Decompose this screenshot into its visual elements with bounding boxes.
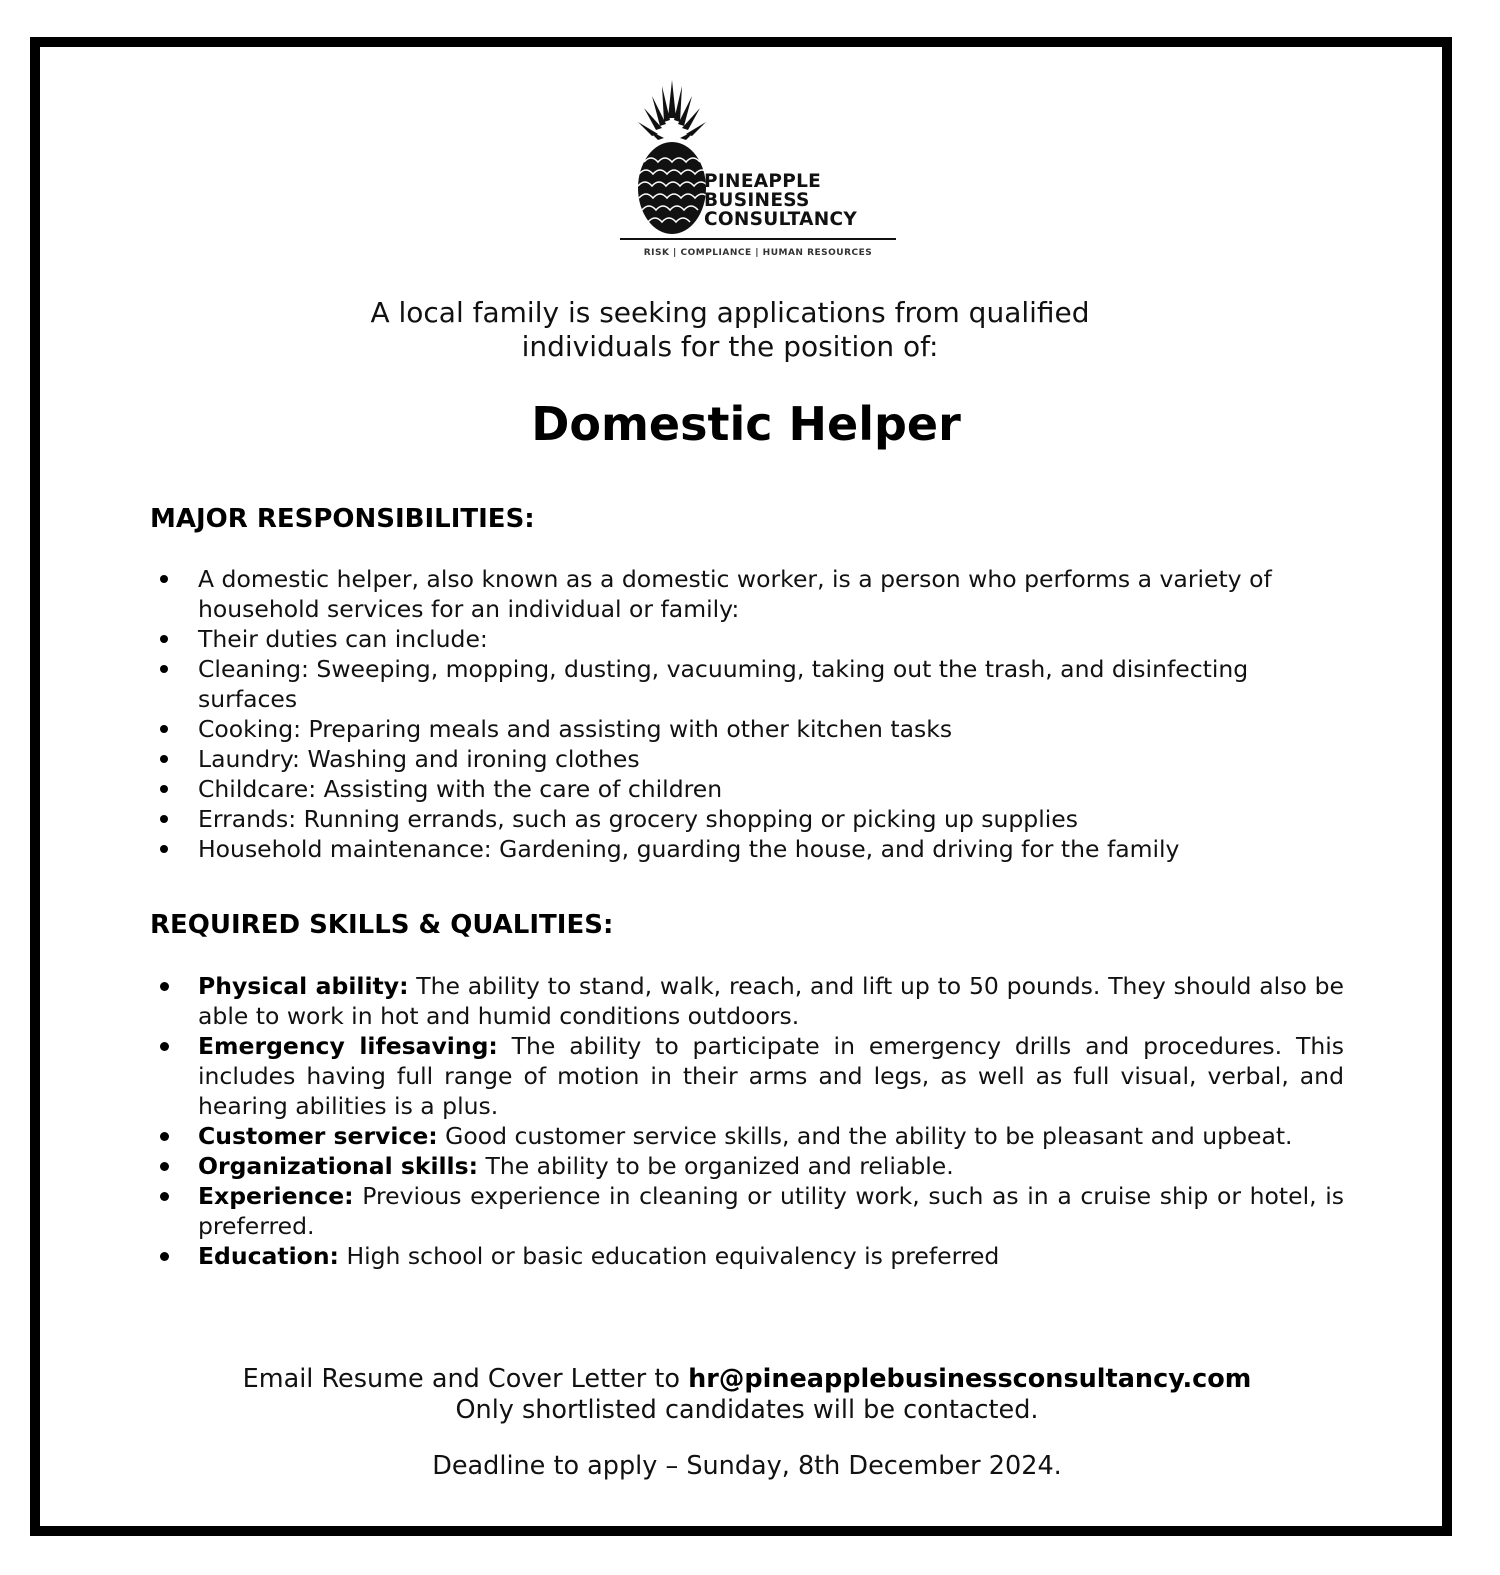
list-item: Organizational skills: The ability to be organized and reliable. — [150, 1151, 1344, 1181]
bullet-icon — [160, 845, 168, 853]
intro-line-1: A local family is seeking applications from qualified — [370, 296, 1090, 329]
brand-name-line-2: BUSINESS — [704, 190, 810, 211]
list-item: Education: High school or basic education equivalency is preferred — [150, 1241, 1344, 1271]
contact-line — [150, 1364, 1344, 1395]
list-item: Laundry: Washing and ironing clothes — [150, 744, 1344, 774]
skill-label: Physical ability: — [198, 972, 409, 1000]
skill-label: Emergency lifesaving: — [198, 1032, 498, 1060]
list-item: A domestic helper, also known as a domestic worker, is a person who performs a variety of household services for an individual or family: — [150, 564, 1344, 624]
contact-prefix: Email Resume and Cover Letter to — [242, 1364, 689, 1394]
brand-name-line-1: PINEAPPLE — [704, 171, 822, 192]
intro-line-2: individuals for the position of: — [521, 330, 939, 363]
skill-label: Customer service: — [198, 1122, 438, 1150]
bullet-icon — [160, 815, 168, 823]
list-item: Household maintenance: Gardening, guarding the house, and driving for the family — [150, 834, 1344, 864]
list-item: Physical ability: The ability to stand, walk, reach, and lift up to 50 pounds. They should also be able to work in hot and humid conditions outdoors. — [150, 971, 1344, 1031]
bullet-icon — [160, 665, 168, 673]
logo-tagline: RISK | COMPLIANCE | HUMAN RESOURCES — [643, 248, 873, 258]
list-item: Customer service: Good customer service skills, and the ability to be pleasant and upbeat. — [150, 1121, 1344, 1151]
list-item: Errands: Running errands, such as grocery shopping or picking up supplies — [150, 804, 1344, 834]
list-item: Cooking: Preparing meals and assisting with other kitchen tasks — [150, 714, 1344, 744]
list-item: Cleaning: Sweeping, mopping, dusting, vacuuming, taking out the trash, and disinfecting surfaces — [150, 654, 1344, 714]
brand-name-line-3: CONSULTANCY — [704, 209, 858, 230]
bullet-icon — [160, 1192, 169, 1201]
logo-divider — [620, 238, 896, 240]
bullet-icon — [160, 785, 168, 793]
bullet-icon — [160, 982, 169, 991]
company-logo — [620, 78, 896, 264]
list-item: Their duties can include: — [150, 624, 1344, 654]
list-item: Emergency lifesaving: The ability to participate in emergency drills and procedures. This includes having full range of motion in their arms and legs, as well as full visual, verbal, and hearing abilities is a plus. — [150, 1031, 1344, 1121]
responsibilities-heading: MAJOR RESPONSIBILITIES: — [150, 504, 535, 534]
deadline-text: Deadline to apply – Sunday, 8th December 2024. — [432, 1451, 1062, 1481]
bullet-icon — [160, 1042, 169, 1051]
bullet-icon — [160, 575, 168, 583]
intro-text — [250, 296, 1210, 364]
bullet-icon — [160, 635, 168, 643]
pineapple-icon — [632, 78, 712, 238]
bullet-icon — [160, 1252, 169, 1261]
job-title: Domestic Helper — [531, 397, 961, 451]
bullet-icon — [160, 725, 168, 733]
skill-label: Education: — [198, 1242, 339, 1270]
skills-heading: REQUIRED SKILLS & QUALITIES: — [150, 910, 614, 940]
skill-label: Experience: — [198, 1182, 354, 1210]
bullet-icon — [160, 1162, 169, 1171]
responsibilities-list — [150, 564, 1344, 864]
skill-label: Organizational skills: — [198, 1152, 478, 1180]
contact-email[interactable]: hr@pineapplebusinessconsultancy.com — [688, 1364, 1252, 1394]
list-item: Experience: Previous experience in cleaning or utility work, such as in a cruise ship or hotel, is preferred. — [150, 1181, 1344, 1241]
skills-list — [150, 971, 1344, 1271]
bullet-icon — [160, 1132, 169, 1141]
list-item: Childcare: Assisting with the care of children — [150, 774, 1344, 804]
shortlist-note: Only shortlisted candidates will be contacted. — [455, 1395, 1039, 1425]
bullet-icon — [160, 755, 168, 763]
